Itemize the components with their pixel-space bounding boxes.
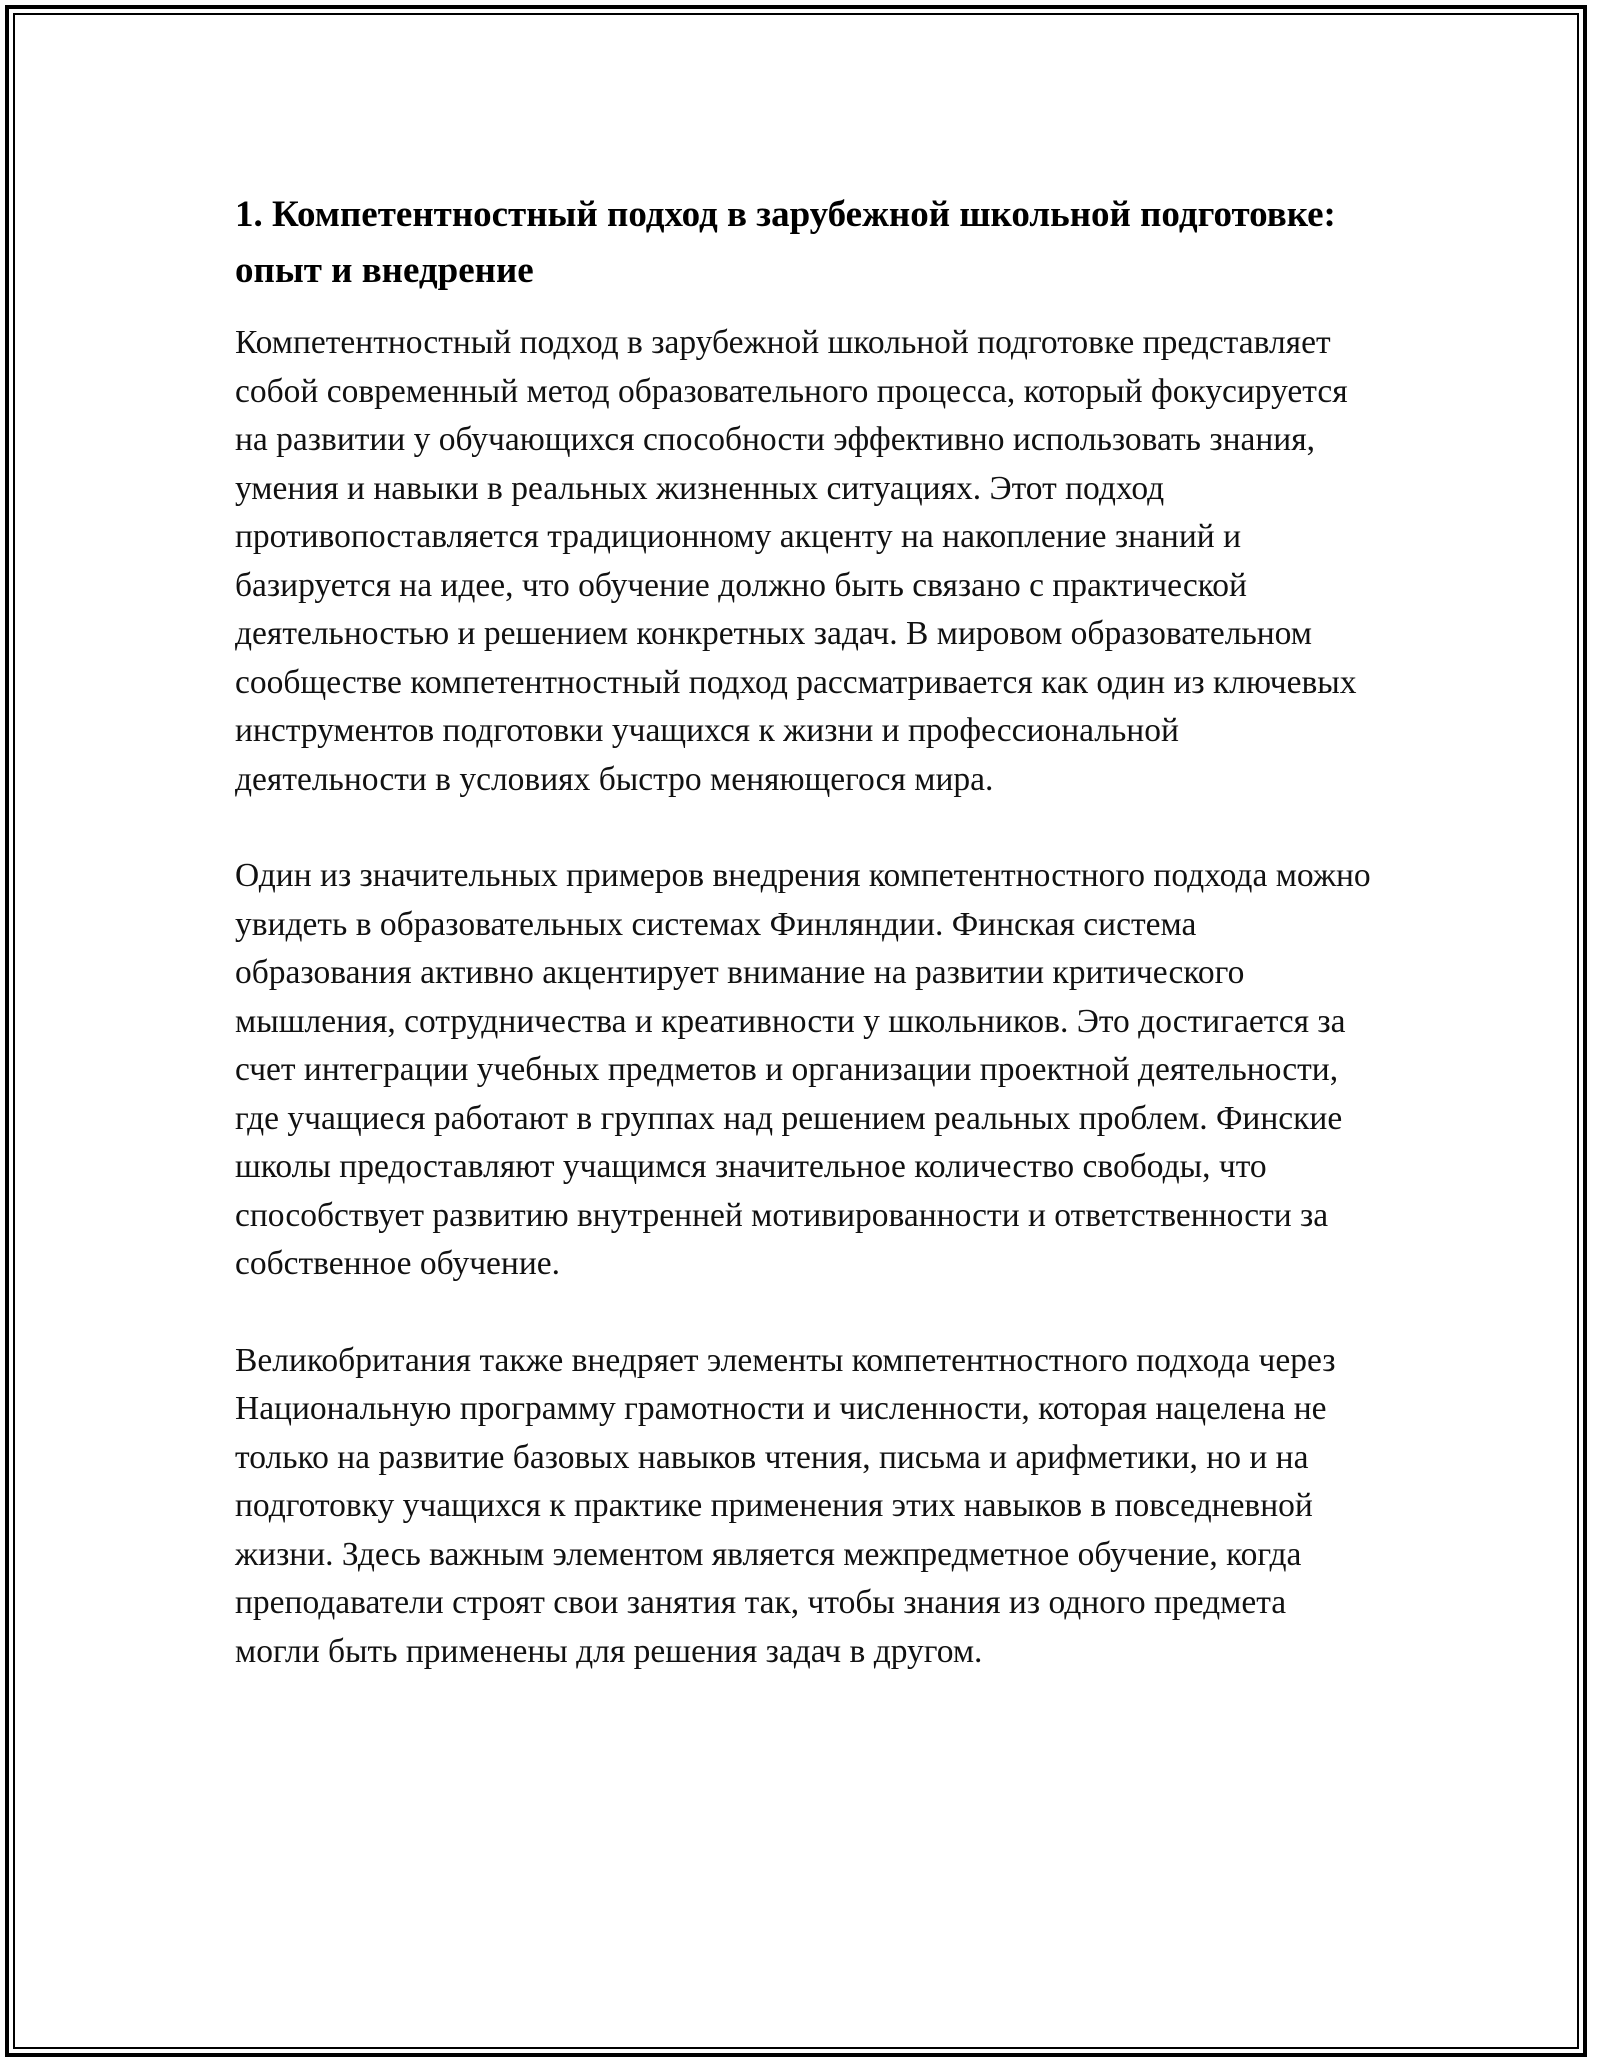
paragraph-intro: Компетентностный подход в зарубежной школьной подготовке представляет собой современный метод образовательного процесса, который фокусируется на развитии у обучающихся способности эффективно использовать знания, умения и навыки в реальных жизненных ситуациях. Этот подход противопоставляется традиционному акценту на накопление знаний и базируется на идее, что обучение должно быть связано с практической деятельностью и решением конкретных задач. В мировом образовательном сообществе компетентностный подход рассматривается как один из ключевых инструментов подготовки учащихся к жизни и профессиональной деятельности в условиях быстро меняющегося мира. bbox=[235, 324, 1357, 798]
document-body bbox=[235, 187, 1375, 1724]
paragraph-finland: Один из значительных примеров внедрения компетентностного подхода можно увидеть в образовательных системах Финляндии. Финская система образования активно акцентирует внимание на развитии критического мышления, сотрудничества и креативности у школьников. Это достигается за счет интеграции учебных предметов и организации проектной деятельности, где учащиеся работают в группах над решением реальных проблем. Финские школы предоставляют учащимся значительное количество свободы, что способствует развитию внутренней мотивированности и ответственности за собственное обучение. bbox=[235, 857, 1371, 1282]
paragraph-uk: Великобритания также внедряет элементы компетентностного подхода через Национальную программу грамотности и численности, которая нацелена не только на развитие базовых навыков чтения, письма и арифметики, но и на подготовку учащихся к практике применения этих навыков в повседневной жизни. Здесь важным элементом является межпредметное обучение, когда преподаватели строят свои занятия так, чтобы знания из одного предмета могли быть применены для решения задач в другом. bbox=[235, 1341, 1336, 1670]
section-heading: 1. Компетентностный подход в зарубежной школьной подготовке: опыт и внедрение bbox=[235, 194, 1336, 291]
